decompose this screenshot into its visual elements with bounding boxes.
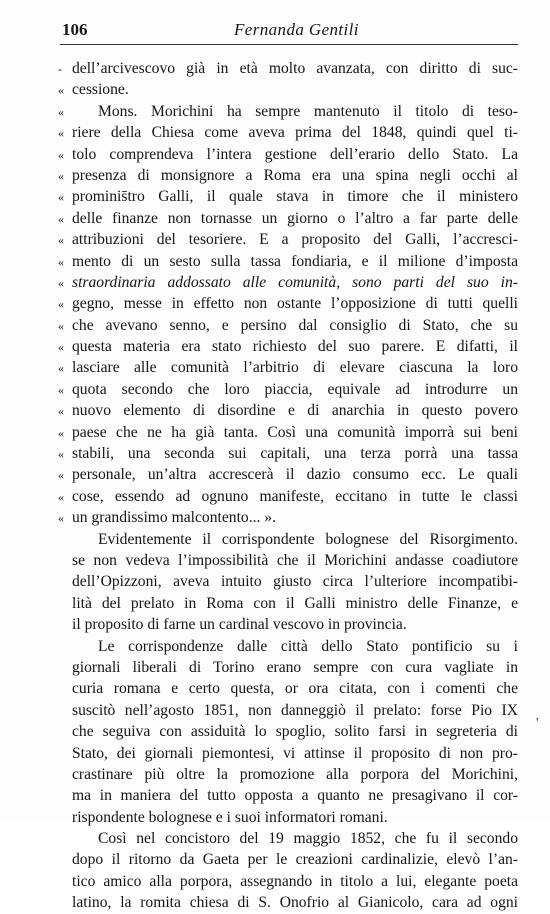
line-text: Stato, dei giornali piemontesi, vi attinse il proposito di non pro- <box>72 744 518 762</box>
text-line <box>58 79 518 100</box>
line-text: paese che ne ha già tanta. Così una comunità imporrà sui beni <box>72 423 518 441</box>
line-text: Mons. Morichini ha sempre mantenuto il titolo di teso- <box>98 102 518 120</box>
page-header <box>62 18 518 44</box>
text-line <box>58 700 518 721</box>
text-line <box>58 636 518 657</box>
line-text: Le corrispondenze dalle città dello Stato pontificio su i <box>98 637 518 655</box>
text-line <box>58 507 518 528</box>
text-line <box>58 379 518 400</box>
text-line <box>58 721 518 742</box>
running-head: Fernanda Gentili <box>234 20 359 39</box>
text-line <box>58 550 518 571</box>
line-text: un grandissimo malcontento... ». <box>72 509 276 527</box>
line-text: nuovo elemento di disordine e di anarchia in questo povero <box>72 402 518 420</box>
line-text: curia romana e certo questa, or ora citata, con i comenti che <box>72 680 518 698</box>
line-text: il proposito di farne un cardinal vescovo in provincia. <box>72 616 407 634</box>
text-line <box>58 272 518 293</box>
line-text: quota secondo che loro piaccia, equivale ad introdurre un <box>72 380 518 398</box>
text-line <box>58 785 518 806</box>
quote-mark: « <box>58 190 64 205</box>
line-text: tico amico alla porpora, assegnando in titolo a lui, elegante poeta <box>72 872 518 890</box>
text-line <box>58 336 518 357</box>
line-text: ma in maniera del tutto opposta a quanto ne presagivano il cor- <box>72 787 518 805</box>
text-line <box>58 422 518 443</box>
text-line <box>58 529 518 550</box>
text-line <box>58 571 518 592</box>
quote-mark: - <box>58 62 62 76</box>
quote-mark: « <box>58 425 64 440</box>
quote-mark: « <box>58 275 64 290</box>
body-text <box>58 58 518 914</box>
text-line <box>58 807 518 828</box>
quote-mark: « <box>58 382 64 397</box>
text-line <box>58 58 518 79</box>
line-text: attribuzioni del tesoriere. E a proposito del Galli, l’accresci- <box>72 231 518 249</box>
quote-mark: « <box>58 254 64 269</box>
text-line <box>58 678 518 699</box>
line-text: cessione. <box>72 81 129 99</box>
line-text: se non vedeva l’impossibilità che il Morichini andasse coadiutore <box>72 551 518 569</box>
text-line <box>58 122 518 143</box>
line-text: rispondente bolognese e i suoi informatori romani. <box>72 808 388 826</box>
text-line <box>58 101 518 122</box>
text-line <box>58 293 518 314</box>
text-line <box>58 208 518 229</box>
line-text: suscitò nell’agosto 1851, non danneggiò il prelato: forse Pio IX <box>72 701 518 719</box>
text-line <box>58 657 518 678</box>
quote-mark: « <box>58 211 64 226</box>
text-line <box>58 357 518 378</box>
quote-mark: « <box>58 511 64 526</box>
quote-mark: « <box>58 104 64 119</box>
text-line <box>58 593 518 614</box>
line-text: Evidentemente il corrispondente bolognese del Risorgimento. <box>98 530 518 548</box>
text-line <box>58 828 518 849</box>
text-line <box>58 400 518 421</box>
text-line <box>58 743 518 764</box>
text-line <box>58 443 518 464</box>
text-line <box>58 315 518 336</box>
line-text: che seguiva con assiduità lo spoglio, solito farsi in segreteria di <box>72 723 518 741</box>
quote-mark: « <box>58 83 64 98</box>
line-text: crastinare più oltre la promozione alla porpora del Morichini, <box>72 765 518 783</box>
page-number: 106 <box>62 20 88 39</box>
text-line <box>58 144 518 165</box>
line-text: dell’arcivescovo già in età molto avanzata, con diritto di suc- <box>72 60 518 77</box>
line-text: lità del prelato in Roma con il Galli ministro delle Finanze, e <box>72 594 518 612</box>
text-line <box>58 229 518 250</box>
line-text: personale, un’altra accrescerà il dazio consumo ecc. Le quali <box>72 466 518 484</box>
text-line <box>58 165 518 186</box>
line-text: delle finanze non tornasse un giorno o l’altro a far parte delle <box>72 209 518 227</box>
quote-mark: « <box>58 489 64 504</box>
quote-mark: « <box>58 168 64 183</box>
line-text: straordinaria addossato alle comunità, sono parti del suo in- <box>72 273 518 291</box>
quote-mark: « <box>58 318 64 333</box>
line-text: che avevano senno, e persino dal consiglio di Stato, che su <box>72 316 518 334</box>
text-line <box>58 614 518 635</box>
line-text: Così nel concistoro del 19 maggio 1852, che fu il secondo <box>98 830 518 848</box>
line-text: mento di un sesto sulla tassa fondiaria, e il milione d’imposta <box>72 252 518 270</box>
line-text: riere della Chiesa come aveva prima del 1848, quindi quel ti- <box>72 124 518 142</box>
quote-mark: « <box>58 468 64 483</box>
text-line <box>58 486 518 507</box>
quote-mark: « <box>58 340 64 355</box>
line-text: lasciare alle comunità l’arbitrio di elevare ciascuna la loro <box>72 359 518 377</box>
text-line <box>58 849 518 870</box>
quote-mark: « <box>58 297 64 312</box>
margin-mark: ' <box>536 716 539 731</box>
text-line <box>58 871 518 892</box>
text-line <box>58 251 518 272</box>
quote-mark: « <box>58 126 64 141</box>
text-line <box>58 464 518 485</box>
quote-mark: « <box>58 233 64 248</box>
line-text: dopo il ritorno da Gaeta per le creazioni cardinalizie, elevò l’an- <box>72 851 518 869</box>
line-text: stabili, una seconda sui capitali, una terza porrà una tassa <box>72 445 518 463</box>
quote-mark: « <box>58 147 64 162</box>
quote-mark: « <box>58 447 64 462</box>
line-text: gegno, messe in effetto non ostante l’opposizione di tutti quelli <box>72 295 518 313</box>
line-text: presenza di monsignore a Roma era una spina negli occhi al <box>72 166 518 184</box>
line-text: prominis̄tro Galli, il quale stava in timore che il ministero <box>72 188 518 206</box>
text-line <box>58 186 518 207</box>
line-text: giornali liberali di Torino erano sempre con cura vagliate in <box>72 658 518 676</box>
quote-mark: « <box>58 361 64 376</box>
line-text: questa materia era stato richiesto del suo parere. E difatti, il <box>72 338 518 356</box>
line-text: cose, essendo ad ognuno manifeste, eccitano in tutte le classi <box>72 487 518 505</box>
text-line <box>58 892 518 913</box>
line-text: tolo comprendeva l’intera gestione dell’erario dello Stato. La <box>72 145 518 163</box>
line-text: dell’Opizzoni, aveva intuito giusto circa l’ulteriore incompatibi- <box>72 573 518 591</box>
text-line <box>58 764 518 785</box>
header-rule <box>60 44 518 45</box>
quote-mark: « <box>58 404 64 419</box>
line-text: latino, la romita chiesa di S. Onofrio al Gianicolo, cara ad ogni <box>72 894 518 912</box>
